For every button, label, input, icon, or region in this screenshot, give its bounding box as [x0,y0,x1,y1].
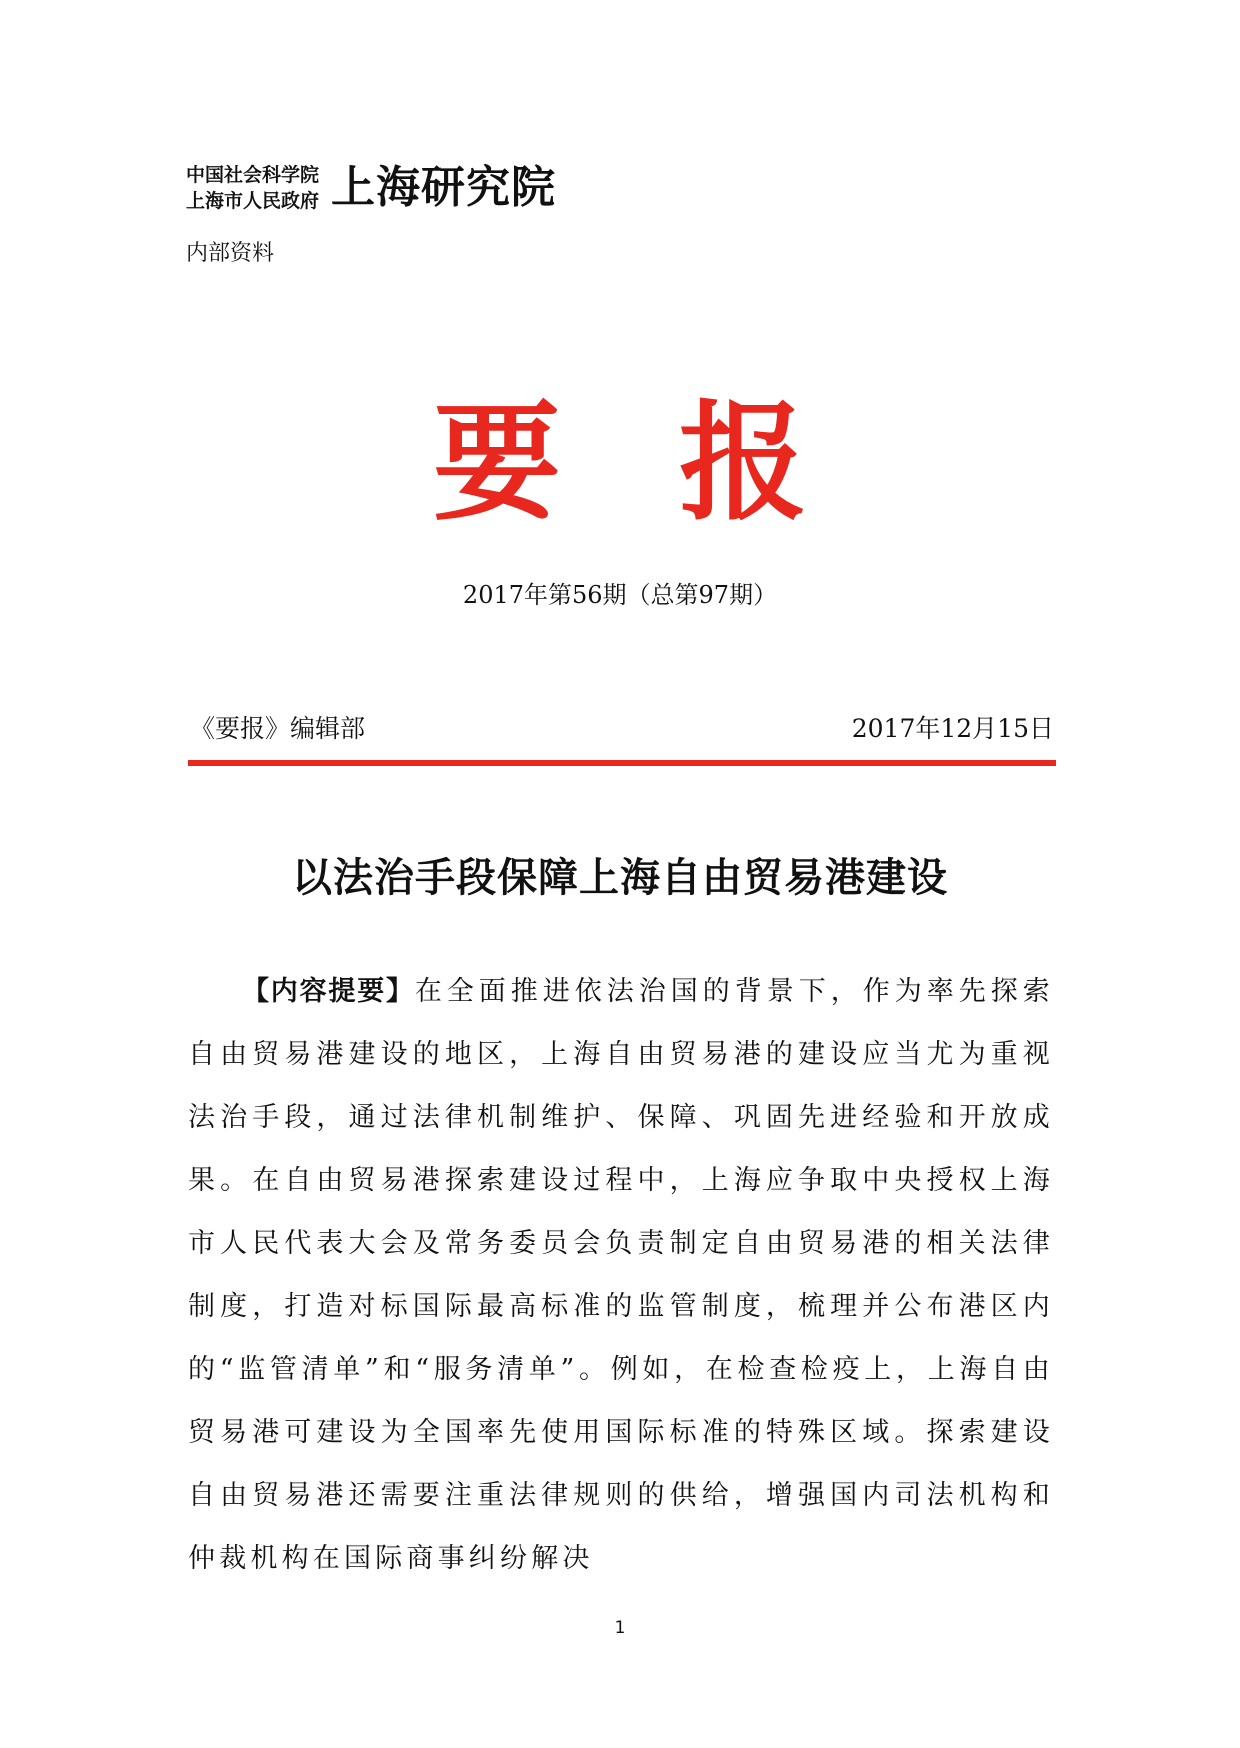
org-line-shanghai-gov: 上海市人民政府 [186,190,320,212]
abstract-text: 在全面推进依法治国的背景下，作为率先探索自由贸易港建设的地区，上海自由贸易港的建设应当尤为重视法治手段，通过法律机制维护、保障、巩固先进经验和开放成果。在自由贸易港探索建设过程中，上海应争取中央授权上海市人民代表大会及常务委员会负责制定自由贸易港的相关法律制度，打造对标国际最高标准的监管制度，梳理并公布港区内的“监管清单”和“服务清单”。例如，在检查检疫上，上海自由贸易港可建设为全国率先使用国际标准的特殊区域。探索建设自由贸易港还需要注重法律规则的供给，增强国内司法机构和仲裁机构在国际商事纠纷解决 [188,976,1055,1574]
abstract-label: 【内容提要】 [242,976,415,1007]
classification-label: 内部资料 [186,241,275,266]
editorial-department: 《要报》编辑部 [190,714,366,743]
page-number: 1 [614,1618,626,1638]
document-header [186,162,556,214]
institute-name: 上海研究院 [331,162,557,213]
article-title: 以法治手段保障上海自由贸易港建设 [292,854,948,901]
header-divider [188,760,1056,766]
sponsor-organizations [186,162,319,214]
masthead-title [0,388,1240,538]
org-line-cass: 中国社会科学院 [186,164,320,186]
publication-date: 2017年12月15日 [851,714,1054,743]
issue-number: 2017年第56期（总第97期） [462,581,778,609]
masthead-char-2: 报 [679,388,808,538]
abstract-paragraph [188,960,1054,1590]
masthead-char-1: 要 [432,388,561,538]
